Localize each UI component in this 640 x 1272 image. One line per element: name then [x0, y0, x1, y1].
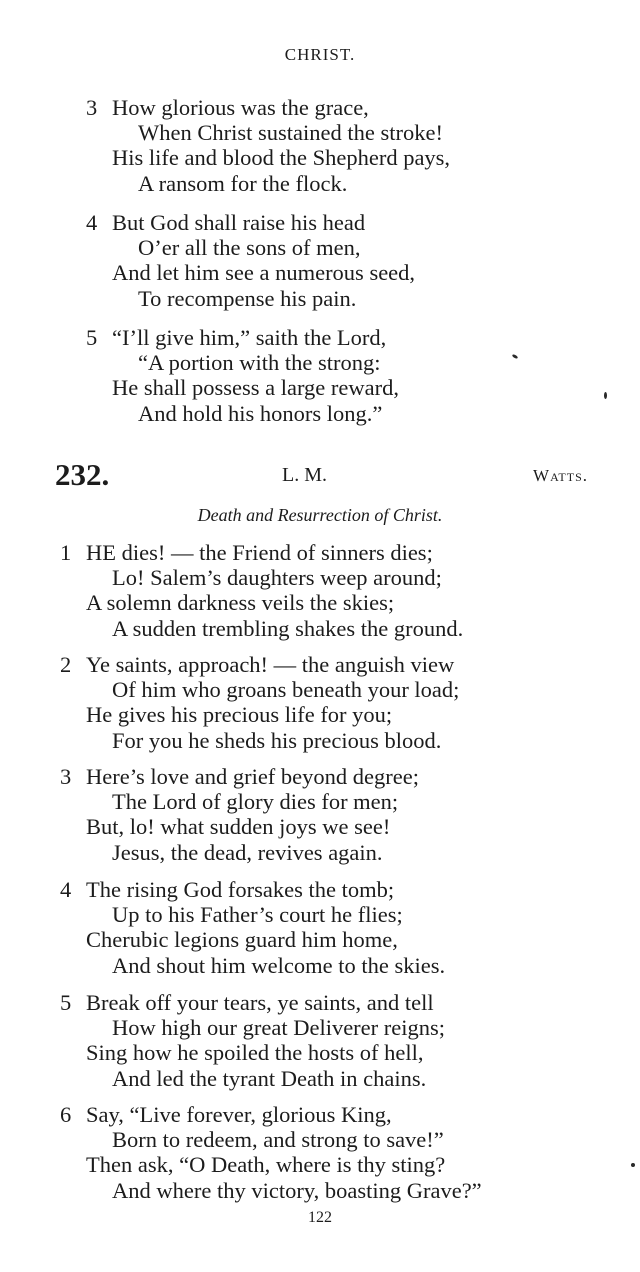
verse-line: Then ask, “O Death, where is thy sting?	[86, 1152, 446, 1178]
verse-number: 2	[60, 652, 72, 677]
verse-line: But God shall raise his head	[112, 210, 366, 235]
verse-line: Up to his Father’s court he flies;	[112, 902, 403, 928]
verse-line: When Christ sustained the stroke!	[138, 120, 443, 146]
scan-speck	[631, 1163, 635, 1167]
continued-stanza-3	[86, 95, 450, 196]
verse-line: And where thy victory, boasting Grave?”	[112, 1177, 482, 1203]
hymn-author: Watts.	[533, 466, 588, 485]
verse-line: A solemn darkness veils the skies;	[86, 590, 395, 616]
running-head: CHRIST.	[284, 45, 356, 64]
verse-line: And let him see a numerous seed,	[112, 260, 416, 286]
verse-number: 6	[60, 1102, 72, 1127]
verse-line: Born to redeem, and strong to save!”	[112, 1127, 444, 1153]
hymn-stanza-2	[60, 652, 459, 753]
verse-line: Here’s love and grief beyond degree;	[86, 764, 419, 789]
verse-line: How high our great Deliverer reigns;	[112, 1015, 446, 1041]
verse-line: How glorious was the grace,	[112, 95, 369, 120]
verse-number: 3	[60, 764, 72, 789]
hymn-header	[0, 457, 640, 497]
verse-line: But, lo! what sudden joys we see!	[86, 814, 391, 840]
hymn-stanza-3	[60, 764, 419, 865]
hymn-stanza-4	[60, 877, 445, 978]
verse-line: Break off your tears, ye saints, and tell	[86, 990, 434, 1015]
scan-speck	[512, 354, 519, 360]
verse-line: He gives his precious life for you;	[86, 702, 393, 728]
verse-number: 4	[86, 210, 98, 235]
verse-line: He shall possess a large reward,	[112, 375, 399, 401]
verse-number: 1	[60, 540, 72, 565]
verse-line: Jesus, the dead, revives again.	[112, 839, 383, 865]
verse-number: 4	[60, 877, 72, 902]
verse-line: Cherubic legions guard him home,	[86, 927, 398, 953]
verse-line: “A portion with the strong:	[138, 350, 381, 376]
verse-line: Ye saints, approach! — the anguish view	[86, 652, 455, 677]
hymn-stanza-6	[60, 1102, 482, 1203]
verse-line: A sudden trembling shakes the ground.	[112, 615, 464, 641]
verse-line: And led the tyrant Death in chains.	[112, 1065, 427, 1091]
verse-line: And hold his honors long.”	[138, 400, 383, 426]
verse-line: To recompense his pain.	[138, 285, 357, 311]
verse-line: Say, “Live forever, glorious King,	[86, 1102, 392, 1127]
verse-line: And shout him welcome to the skies.	[112, 952, 446, 978]
hymn-meter: L. M.	[282, 464, 327, 486]
verse-line: The rising God forsakes the tomb;	[86, 877, 395, 902]
continued-stanza-5	[86, 325, 399, 426]
hymn-stanza-1	[60, 540, 463, 641]
verse-line: HE dies! — the Friend of sinners dies;	[86, 540, 433, 565]
verse-line: The Lord of glory dies for men;	[112, 789, 399, 815]
hymn-title: Death and Resurrection of Christ.	[197, 505, 443, 525]
verse-line: For you he sheds his precious blood.	[112, 727, 442, 753]
verse-line: Lo! Salem’s daughters weep around;	[112, 565, 442, 591]
continued-stanza-4	[86, 210, 415, 311]
verse-line: O’er all the sons of men,	[138, 235, 361, 261]
hymn-stanza-5	[60, 990, 445, 1091]
page-number: 122	[308, 1209, 332, 1226]
verse-line: His life and blood the Shepherd pays,	[112, 145, 451, 171]
verse-number: 5	[86, 325, 98, 350]
verse-number: 3	[86, 95, 98, 120]
verse-line: Of him who groans beneath your load;	[112, 677, 460, 703]
verse-line: Sing how he spoiled the hosts of hell,	[86, 1040, 424, 1066]
hymn-number: 232.	[55, 457, 110, 492]
verse-line: A ransom for the flock.	[138, 170, 348, 196]
scan-speck	[604, 392, 607, 399]
verse-line: “I’ll give him,” saith the Lord,	[112, 325, 387, 350]
verse-number: 5	[60, 990, 72, 1015]
